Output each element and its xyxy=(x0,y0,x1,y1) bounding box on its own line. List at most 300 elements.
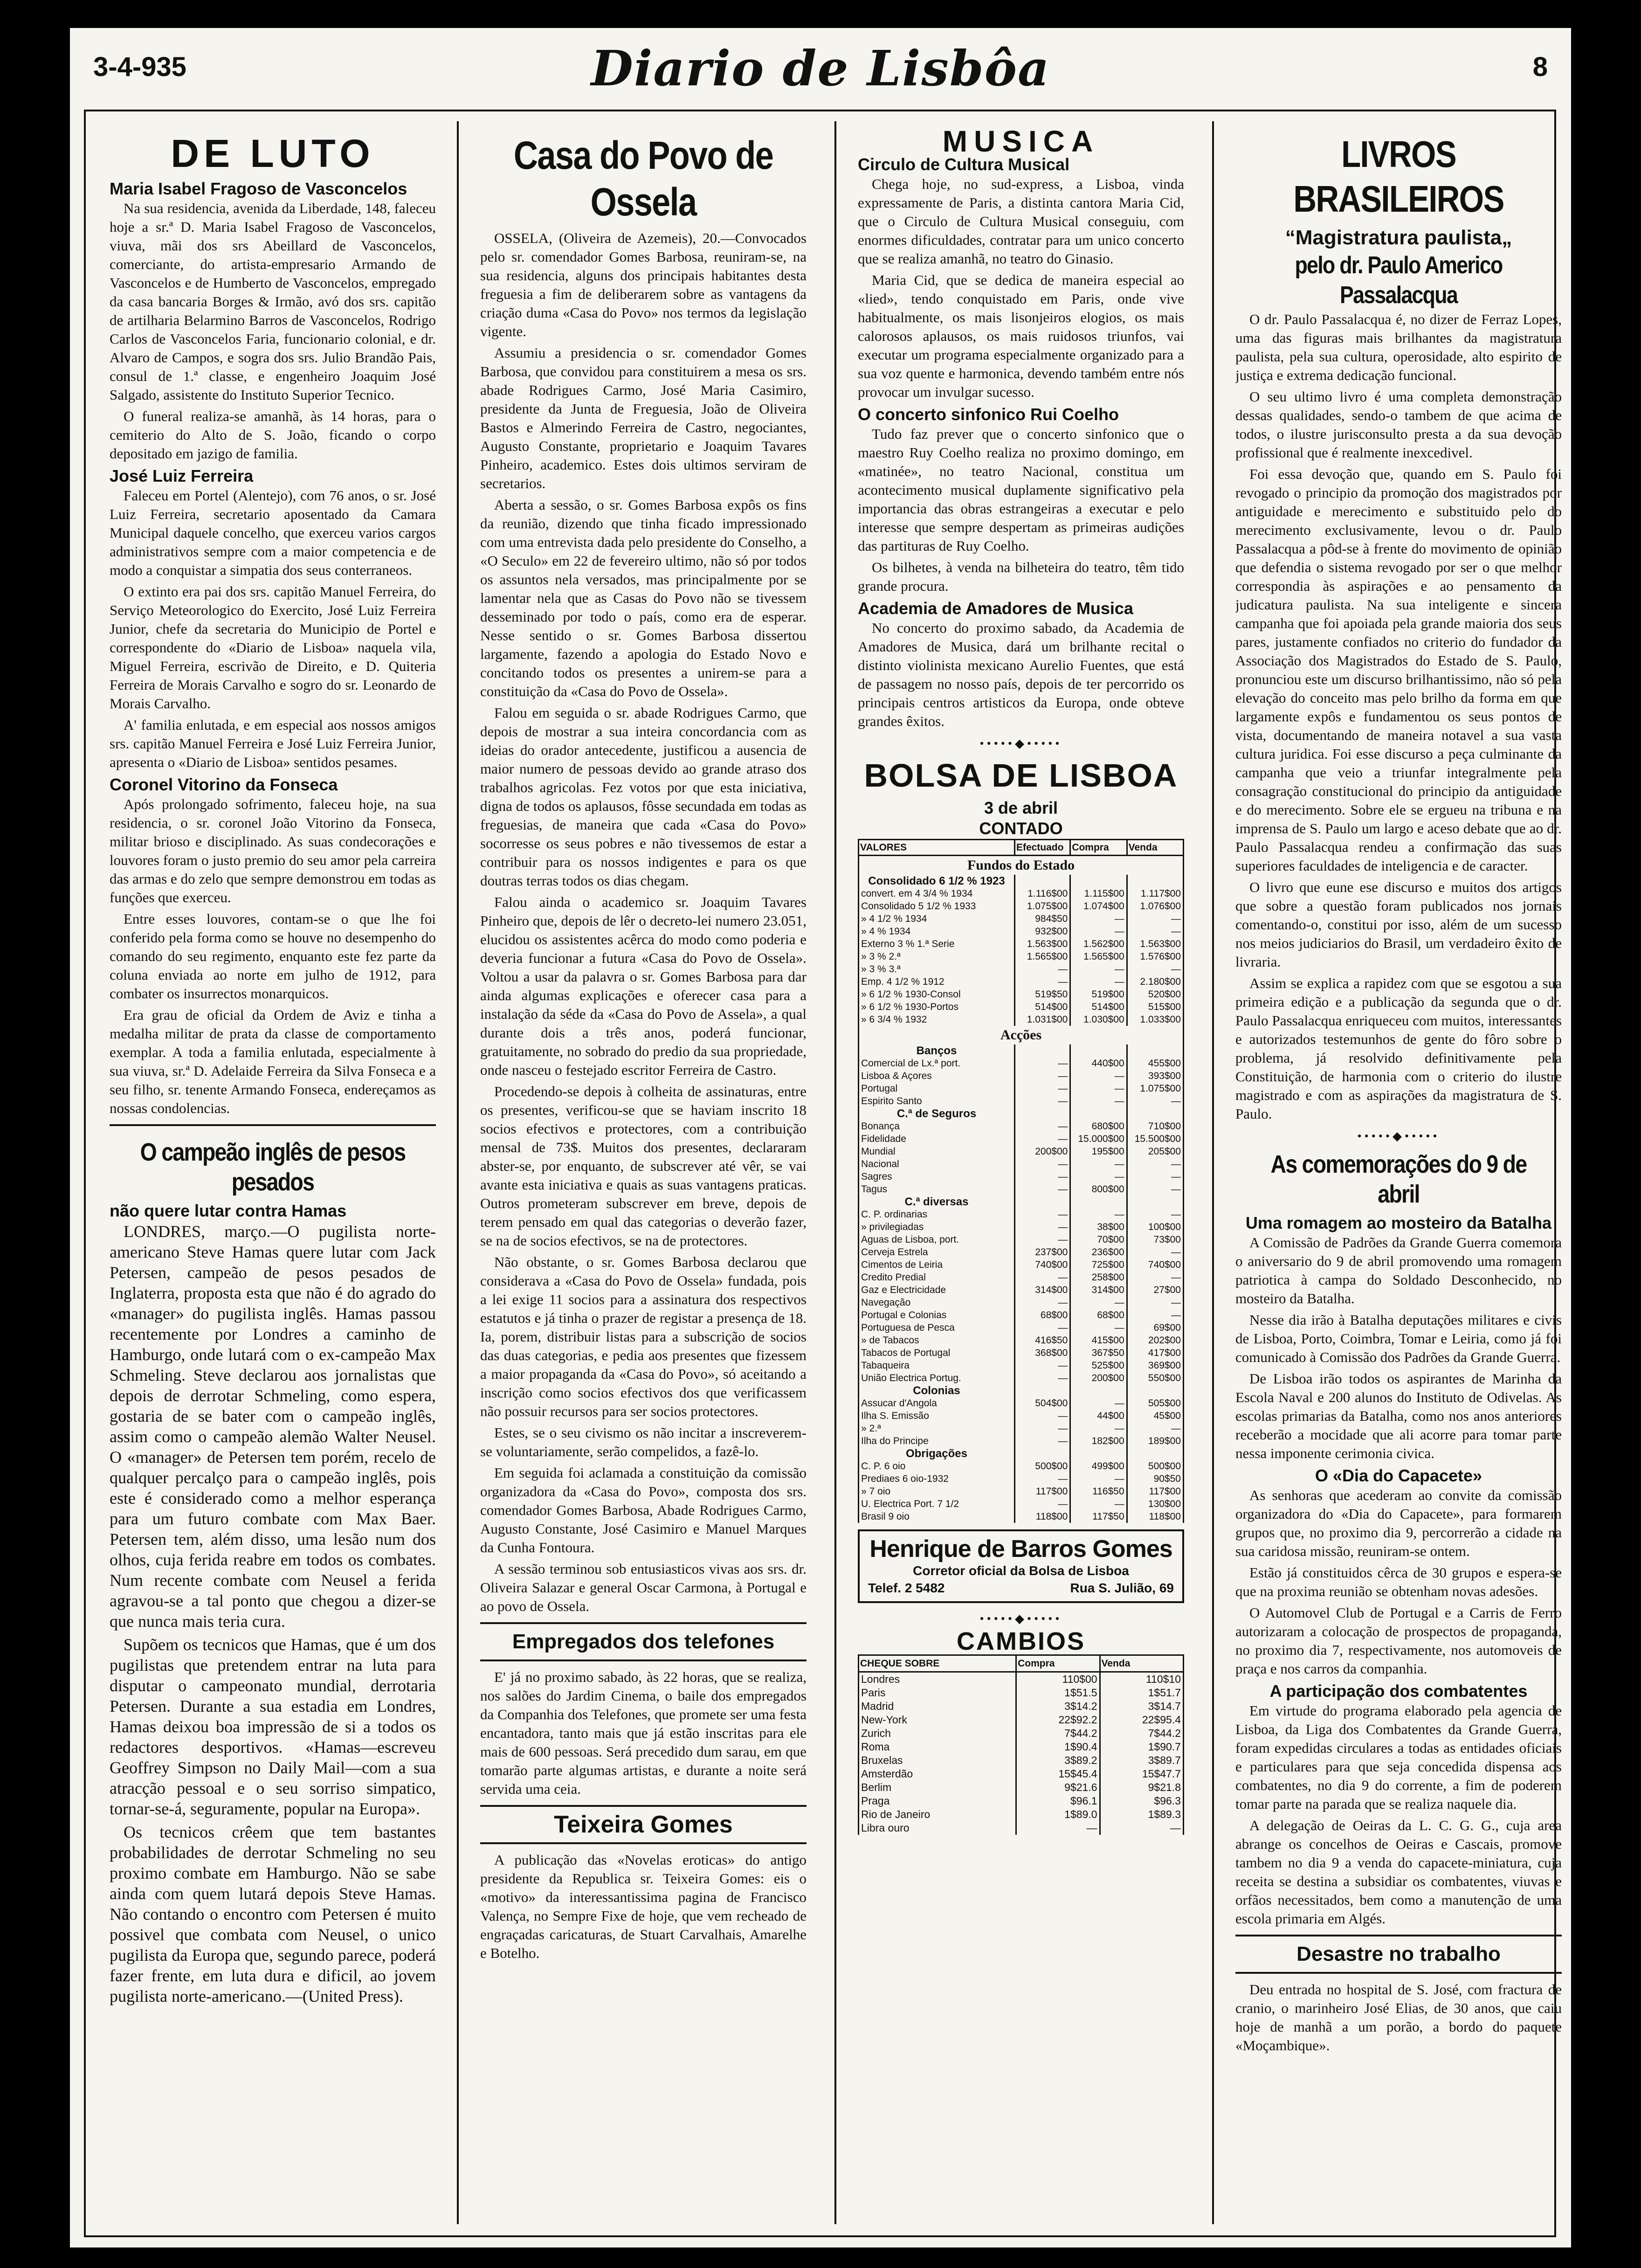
price-cell: — xyxy=(1014,1133,1070,1145)
price-cell: 515$00 xyxy=(1127,1001,1183,1013)
security-name: Fidelidade xyxy=(859,1133,1015,1145)
price-cell: — xyxy=(1070,1296,1127,1309)
currency-city: Berlim xyxy=(859,1781,1016,1794)
security-name: » 2.ª xyxy=(859,1422,1015,1435)
security-name: » 7 oio xyxy=(859,1485,1015,1498)
rate-cell: 9$21.8 xyxy=(1100,1781,1183,1794)
rate-cell: $96.3 xyxy=(1100,1794,1183,1808)
price-cell: — xyxy=(1127,1296,1183,1309)
price-cell: — xyxy=(1070,925,1127,938)
price-cell: 416$50 xyxy=(1014,1334,1070,1347)
rate-cell: 1$89.3 xyxy=(1100,1808,1183,1821)
price-cell: — xyxy=(1070,1422,1127,1435)
price-cell: — xyxy=(1127,1158,1183,1170)
price-cell: — xyxy=(1070,1473,1127,1485)
rate-cell: 22$95.4 xyxy=(1100,1713,1183,1727)
price-cell: 195$00 xyxy=(1070,1145,1127,1158)
table-row xyxy=(859,1196,1184,1208)
paragraph: Após prolongado sofrimento, faleceu hoje, na sua residencia, o sr. coronel João Vitorino da Fonseca, militar brioso e disciplinado. As suas condecorações e louvores foram o justo premio do seu amor pela carreira das armas e do zelo que sempre demonstrou em todas as funções que exerceu. xyxy=(110,796,436,906)
paragraph: Falou em seguida o sr. abade Rodrigues Carmo, que depois de mostrar a sua inteira concordancia com as ideias do orador antecedente, justificou a ausencia de maior numero de pessoas devido ao grande atraso dos trabalhos agricolas. Fez votos por que esta iniciativa, digna de todos os aplausos, fôsse secundada em todas as freguesias, de maneira que cada «Casa do Povo» socorresse os seus pobres e não tivessemos de estar a contribuir para os nossos indigentes e para os que doutras terras todos os dias chegam. xyxy=(480,705,807,889)
table-row xyxy=(859,1473,1184,1485)
price-cell: 73$00 xyxy=(1127,1233,1183,1246)
price-cell: — xyxy=(1014,1372,1070,1384)
price-cell: 200$00 xyxy=(1014,1145,1070,1158)
rate-cell: 15$45.4 xyxy=(1016,1767,1100,1781)
boxing-headline: O campeão inglês de pesos pesados xyxy=(140,1138,406,1196)
price-cell: — xyxy=(1014,1271,1070,1284)
paragraph: Assim se explica a rapidez com que se esgotou a sua primeira edição e a publicação da segunda que o dr. Paulo Passalacqua enriqueceu com muitos, interessantes e autorizados testemunhos de gente do fôro sobre o problema, já resolvido definitivamente pela Constituição, de harmonia com o criterio do ilustre magistrado e com as aspirações da magistratura de S. Paulo. xyxy=(1235,975,1562,1122)
price-cell xyxy=(1127,1447,1183,1460)
security-name: Sagres xyxy=(859,1170,1015,1183)
price-cell: 117$00 xyxy=(1014,1485,1070,1498)
price-cell: — xyxy=(1070,913,1127,925)
price-cell: — xyxy=(1127,1183,1183,1196)
column-header: Venda xyxy=(1100,1655,1183,1672)
table-row xyxy=(859,1727,1184,1740)
price-cell: — xyxy=(1014,1158,1070,1170)
price-cell: 117$00 xyxy=(1127,1485,1183,1498)
security-name: Credito Predial xyxy=(859,1271,1015,1284)
rate-cell: $96.1 xyxy=(1016,1794,1100,1808)
price-cell: 367$50 xyxy=(1070,1347,1127,1359)
section-title: Fundos do Estado xyxy=(859,856,1184,875)
price-cell: — xyxy=(1127,1095,1183,1107)
price-cell: 117$50 xyxy=(1070,1510,1127,1523)
price-cell: — xyxy=(1014,1082,1070,1095)
price-cell: 1.031$00 xyxy=(1014,1013,1070,1026)
paragraph: Faleceu em Portel (Alentejo), com 76 anos, o sr. José Luiz Ferreira, secretario aposentado da Camara Municipal daquele concelho, que exerceu varios cargos administrativos sempre com a maior competencia e de modo a conquistar a simpatia dos seus conterraneos. xyxy=(110,487,436,578)
security-name: Emp. 4 1/2 % 1912 xyxy=(859,975,1015,988)
price-cell: — xyxy=(1127,925,1183,938)
price-cell: 258$00 xyxy=(1070,1271,1127,1284)
security-name: Externo 3 % 1.ª Serie xyxy=(859,938,1015,950)
rate-cell: 15$47.7 xyxy=(1100,1767,1183,1781)
price-cell: 1.562$00 xyxy=(1070,938,1127,950)
article-divider xyxy=(110,1124,436,1131)
rate-cell: 1$51.5 xyxy=(1016,1686,1100,1700)
price-cell: — xyxy=(1070,1208,1127,1221)
bolsa-table xyxy=(858,839,1184,1523)
masthead xyxy=(70,28,1571,103)
combatentes-subhead: A participação dos combatentes xyxy=(1269,1681,1528,1701)
table-row xyxy=(859,875,1184,887)
currency-city: Roma xyxy=(859,1740,1016,1754)
security-name: Gaz e Electricidade xyxy=(859,1284,1015,1296)
obituary-name: José Luiz Ferreira xyxy=(110,466,254,485)
cambios-headline: CAMBIOS xyxy=(957,1627,1085,1655)
security-name: Consolidado 6 1/2 % 1923 xyxy=(859,875,1015,887)
price-cell: 393$00 xyxy=(1127,1070,1183,1082)
price-cell: 15.000$00 xyxy=(1070,1133,1127,1145)
price-cell: — xyxy=(1014,1070,1070,1082)
table-row xyxy=(859,1321,1184,1334)
price-cell: 1.563$00 xyxy=(1014,938,1070,950)
price-cell: 1.033$00 xyxy=(1127,1013,1183,1026)
table-row xyxy=(859,1384,1184,1397)
paragraph: O seu ultimo livro é uma completa demonstração dessas qualidades, sendo-o tambem de que acima de todos, o ilustre jurisconsulto presta a da sua devoção profissional que é realmente inexcedivel. xyxy=(1235,388,1562,461)
rate-cell: 3$14.7 xyxy=(1100,1700,1183,1713)
table-row xyxy=(859,1208,1184,1221)
security-name: Portugal e Colonias xyxy=(859,1309,1015,1321)
paragraph: Era grau de oficial da Ordem de Aviz e tinha a medalha militar de prata da classe de comportamento exemplar. A toda a familia enlutada, especialmente à sua viuva, sr.ª D. Adelaide Ferreira da Silva Fonseca e a seu filho, sr. tenente Armando Fonseca, endereçamos as nossas condolencias. xyxy=(110,1007,436,1116)
column-rule xyxy=(457,121,459,2224)
price-cell: 236$00 xyxy=(1070,1246,1127,1258)
security-name: Portuguesa de Pesca xyxy=(859,1321,1015,1334)
security-name: Prediaes 6 oio-1932 xyxy=(859,1473,1015,1485)
price-cell: 68$00 xyxy=(1070,1309,1127,1321)
price-cell: 314$00 xyxy=(1014,1284,1070,1296)
table-row xyxy=(859,1485,1184,1498)
price-cell: — xyxy=(1014,1057,1070,1070)
price-cell: 1.116$00 xyxy=(1014,887,1070,900)
table-row xyxy=(859,1510,1184,1523)
paragraph: Estes, se o seu civismo os não incitar a inscreverem-se voluntariamente, serão compelidos, a fazê-lo. xyxy=(480,1424,807,1459)
table-row xyxy=(859,900,1184,913)
security-name: União Electrica Portug. xyxy=(859,1372,1015,1384)
paragraph: As senhoras que acederam ao convite da comissão organizadora do «Dia do Capacete», para formarem grupos que, no proximo dia 9, percorrerão a cidade na sua caridosa missão, reuniram-se ontem. xyxy=(1235,1487,1562,1559)
security-name: C.ª de Seguros xyxy=(859,1107,1015,1120)
price-cell: — xyxy=(1127,1246,1183,1258)
security-name: » 6 3/4 % 1932 xyxy=(859,1013,1015,1026)
bolsa-headline: BOLSA DE LISBOA xyxy=(864,757,1178,794)
table-row xyxy=(859,1095,1184,1107)
currency-city: Madrid xyxy=(859,1700,1016,1713)
price-cell xyxy=(1070,1044,1127,1057)
capacete-subhead: O «Dia do Capacete» xyxy=(1315,1466,1482,1485)
security-name: Brasil 9 oio xyxy=(859,1510,1015,1523)
paragraph: Em virtude do programa elaborado pela agencia de Lisboa, da Liga dos Combatentes da Grande Guerra, foram expedidas circulares a todas as entidades oficiais e particulares para que seja concedida dispensa aos combatentes, no dia 9 do corrente, a fim de poderem tomar parte na parada que se realiza naquele dia. xyxy=(1235,1702,1562,1812)
price-cell: 118$00 xyxy=(1127,1510,1183,1523)
paragraph: O extinto era pai dos srs. capitão Manuel Ferreira, do Serviço Meteorologico do Exercito, José Luiz Ferreira Junior, chefe da secretaria do Municipio de Portel e correspondente do «Diario de Lisboa» naquela vila, Miguel Ferreira, escrivão de Direito, e D. Quiteria Ferreira de Morais Carvalho e sogro do sr. Leonardo de Morais Carvalho. xyxy=(110,583,436,712)
table-row xyxy=(859,1397,1184,1410)
paragraph: De Lisboa irão todos os aspirantes de Marinha da Escola Naval e 200 alunos do Instituto de Odivelas. As escolas primarias da Batalha, como nos anos anteriores receberão a mocidade que ali acorre para tomar parte nessa imponente cerimonia civica. xyxy=(1235,1370,1562,1461)
paragraph: A Comissão de Padrões da Grande Guerra comemora o aniversario do 9 de abril promovendo uma romagem patriotica à campa do Soldado Desconhecido, no mosteiro da Batalha. xyxy=(1235,1234,1562,1307)
column-header: Venda xyxy=(1127,840,1183,856)
table-row xyxy=(859,1422,1184,1435)
table-row xyxy=(859,975,1184,988)
price-cell: 1.074$00 xyxy=(1070,900,1127,913)
table-row xyxy=(859,1700,1184,1713)
price-cell: 38$00 xyxy=(1070,1221,1127,1233)
price-cell: 800$00 xyxy=(1070,1183,1127,1196)
table-row xyxy=(859,1740,1184,1754)
table-row xyxy=(859,1013,1184,1026)
price-cell xyxy=(1014,1107,1070,1120)
table-row xyxy=(859,1145,1184,1158)
column-header: Compra xyxy=(1016,1655,1100,1672)
page-number: 8 xyxy=(1532,52,1548,82)
paragraph: Supõem os tecnicos que Hamas, que é um dos pugilistas que pretendem entrar na luta para disputar o campeonato mundial, derrotaria Petersen. Durante a sua estadia em Londres, Hamas deixou boa impressão de si a todos os redactores desportivos. «Hamas—escreveu Geoffrey Simpson no Daily Mail—com a sua atracção pessoal e o seu sorriso simpatico, tornar-se-á, seguramente, popular na Europa». xyxy=(110,1635,436,1818)
advert-name: Henrique de Barros Gomes xyxy=(869,1535,1172,1563)
price-cell: 237$00 xyxy=(1014,1246,1070,1258)
price-cell: — xyxy=(1014,1422,1070,1435)
price-cell xyxy=(1070,875,1127,887)
price-cell xyxy=(1070,1384,1127,1397)
price-cell: — xyxy=(1014,1473,1070,1485)
price-cell xyxy=(1014,1044,1070,1057)
price-cell: 118$00 xyxy=(1014,1510,1070,1523)
table-row xyxy=(859,1410,1184,1422)
price-cell: — xyxy=(1127,963,1183,975)
security-name: » 6 1/2 % 1930-Consol xyxy=(859,988,1015,1001)
paragraph: Aberta a sessão, o sr. Gomes Barbosa expôs os fins da reunião, dizendo que tinha ficado impressionado com uma entrevista dada pelo presidente do Conselho, a «O Seculo» em 22 de fevereiro ultimo, não só por todos os assuntos nela versados, mas principalmente por se lamentar nela que as Casas do Povo não se tivessem desseminado por todo o país, como era de esperar. Nesse sentido o sr. Gomes Barbosa dissertou largamente, fazendo a apologia do Estado Novo e concitando todos os presentes a unirem-se para a constituição da «Casa do Povo de Ossela». xyxy=(480,497,807,699)
table-row xyxy=(859,1001,1184,1013)
table-row xyxy=(859,1808,1184,1821)
price-cell: 1.115$00 xyxy=(1070,887,1127,900)
price-cell: 680$00 xyxy=(1070,1120,1127,1133)
table-row xyxy=(859,1781,1184,1794)
table-section-header xyxy=(859,856,1184,875)
table-row xyxy=(859,1754,1184,1767)
price-cell: 1.030$00 xyxy=(1070,1013,1127,1026)
price-cell: — xyxy=(1070,975,1127,988)
rate-cell: 3$14.2 xyxy=(1016,1700,1100,1713)
rate-cell: 1$90.7 xyxy=(1100,1740,1183,1754)
price-cell: 415$00 xyxy=(1070,1334,1127,1347)
table-row xyxy=(859,1120,1184,1133)
price-cell: — xyxy=(1127,1271,1183,1284)
telefones-box xyxy=(480,1622,807,1661)
price-cell: — xyxy=(1014,963,1070,975)
price-cell xyxy=(1014,1196,1070,1208)
paragraph: Não obstante, o sr. Gomes Barbosa declarou que considerava a «Casa do Povo de Ossela» fundada, pois a lei exige 11 socios para a assinatura dos respectivos estatutos e já tinha o prazer de registar a presença de 18. Ia, porem, distribuir listas para a subscrição de socios das duas categorias, e pedia aos presentes que fizessem a maior propaganda da «Casa do Povo», só aceitando a inscrição como socios efectivos dos que verificassem não possuir recursos para ser socios protectores. xyxy=(480,1254,807,1419)
paragraph: Chega hoje, no sud-express, a Lisboa, vinda expressamente de Paris, a distinta cantora Maria Cid, que o Circulo de Cultura Musical conseguiu, com enormes dificuldades, contratar para um unico concerto que se realiza amanhã, no teatro do Ginasio. xyxy=(858,176,1184,267)
table-row xyxy=(859,1767,1184,1781)
price-cell: — xyxy=(1127,1170,1183,1183)
security-name: Tabacos de Portugal xyxy=(859,1347,1015,1359)
security-name: » 6 1/2 % 1930-Portos xyxy=(859,1001,1015,1013)
rate-cell: — xyxy=(1016,1821,1100,1835)
currency-city: Bruxelas xyxy=(859,1754,1016,1767)
rate-cell: 3$89.2 xyxy=(1016,1754,1100,1767)
price-cell: 500$00 xyxy=(1014,1460,1070,1473)
price-cell: 519$00 xyxy=(1070,988,1127,1001)
price-cell: — xyxy=(1014,1359,1070,1372)
paragraph: Foi essa devoção que, quando em S. Paulo foi revogado o principio da promoção dos magistrados por antiguidade e merecimento e substituido pelo do merecimento exclusivamente, levou o dr. Paulo Passalacqua a pôd-se à frente do movimento de opinião que defendia o sistema revogado por ser o que melhor correspondia às aspirações e ao pensamento da judicatura paulista. Na sua inteligente e sincera campanha que foi apoiada pela grande maioria dos seus pares, justamente confiados no criterio do fundador da Associação dos Magistrados do Estado de S. Paulo, pronunciou este um discurso brilhantissimo, não só pela elevação do conceito mas pelo brilho da forma em que largamente expôs e fundamentou os seus pontos de vista, documentando de maneira notavel a sua vasta cultura juridica. Foi esse discurso a peça culminante da campanha que veio a triunfar integralmente pela consagração constitucional do principio da antiguidade e do merecimento. Sobre ele se ergueu na tribuna e na imprensa de S. Paulo um largo e aceso debate que ao dr. Paulo Passalacqua rendeu a confirmação das suas superiores faculdades de inteligencia e de caracter. xyxy=(1235,466,1562,874)
column-header: Compra xyxy=(1070,840,1127,856)
security-name: convert. em 4 3/4 % 1934 xyxy=(859,887,1015,900)
price-cell: 200$00 xyxy=(1070,1372,1127,1384)
price-cell: 369$00 xyxy=(1127,1359,1183,1372)
currency-city: Praga xyxy=(859,1794,1016,1808)
divider-ornament: •••••◆••••• xyxy=(979,737,1062,750)
price-cell: — xyxy=(1127,1422,1183,1435)
price-cell: — xyxy=(1070,1170,1127,1183)
paragraph: Deu entrada no hospital de S. José, com fractura de cranio, o marinheiro José Elias, de 30 anos, que caiu hoje de manhã a um porão, a bordo do paquete «Moçambique». xyxy=(1235,1981,1562,2054)
price-cell: — xyxy=(1014,1183,1070,1196)
musica-subhead: Circulo de Cultura Musical xyxy=(858,155,1070,174)
price-cell: 1.576$00 xyxy=(1127,950,1183,963)
table-row xyxy=(859,1498,1184,1510)
price-cell: 525$00 xyxy=(1070,1359,1127,1372)
security-name: » 4 1/2 % 1934 xyxy=(859,913,1015,925)
paragraph: A delegação de Oeiras da L. C. G. G., cuja area abrange os concelhos de Oeiras e Cascais, promove tambem no dia 9 a venda do capacete-miniatura, cuja receita se destina a subsidiar os combatentes, viuvas e orfãos necessitados, bem como a manutenção de uma escola primaria em Algés. xyxy=(1235,1817,1562,1927)
security-name: C.ª diversas xyxy=(859,1196,1015,1208)
price-cell: 1.075$00 xyxy=(1127,1082,1183,1095)
abril-headline: As comemorações do 9 de abril xyxy=(1270,1150,1527,1208)
currency-city: Libra ouro xyxy=(859,1821,1016,1835)
security-name: Tabaqueira xyxy=(859,1359,1015,1372)
price-cell: 504$00 xyxy=(1014,1397,1070,1410)
price-cell: 725$00 xyxy=(1070,1258,1127,1271)
table-row xyxy=(859,1057,1184,1070)
price-cell: — xyxy=(1014,1233,1070,1246)
table-row xyxy=(859,1107,1184,1120)
paragraph: Tudo faz prever que o concerto sinfonico que o maestro Ruy Coelho realiza no proximo domingo, em «matinée», no teatro Nacional, constitua um acontecimento musical duplamente significativo pela importancia das obras estrangeiras a executar e pelo interesse que sempre despertam as primeiras audições das partituras de Ruy Coelho. xyxy=(858,426,1184,554)
table-row xyxy=(859,1158,1184,1170)
price-cell xyxy=(1070,1447,1127,1460)
teixeira-headline: Teixeira Gomes xyxy=(554,1811,733,1838)
price-cell: 514$00 xyxy=(1014,1001,1070,1013)
price-cell: — xyxy=(1014,975,1070,988)
security-name: C. P. 6 oio xyxy=(859,1460,1015,1473)
table-row xyxy=(859,1347,1184,1359)
obituary-name: Maria Isabel Fragoso de Vasconcelos xyxy=(110,179,407,198)
table-row xyxy=(859,1271,1184,1284)
table-row xyxy=(859,1713,1184,1727)
paragraph: A' familia enlutada, e em especial aos nossos amigos srs. capitão Manuel Ferreira e José Luiz Ferreira Junior, apresenta o «Diario de Lisboa» sentidos pesames. xyxy=(110,717,436,770)
price-cell: — xyxy=(1014,1170,1070,1183)
security-name: » 3 % 2.ª xyxy=(859,950,1015,963)
price-cell: 44$00 xyxy=(1070,1410,1127,1422)
price-cell: 314$00 xyxy=(1070,1284,1127,1296)
currency-city: Paris xyxy=(859,1686,1016,1700)
price-cell: — xyxy=(1127,1208,1183,1221)
price-cell xyxy=(1070,1196,1127,1208)
security-name: Obrigações xyxy=(859,1447,1015,1460)
price-cell xyxy=(1014,1447,1070,1460)
price-cell: 740$00 xyxy=(1127,1258,1183,1271)
column-header: CHEQUE SOBRE xyxy=(859,1655,1016,1672)
paragraph: Falou ainda o academico sr. Joaquim Tavares Pinheiro que, depois de lêr o decreto-lei numero 23.051, elucidou os assistentes acêrca do modo como poderia e deveria funcionar a futura «Casa do Povo de Ossela». Voltou a usar da palavra o sr. Gomes Barbosa para dar ainda algumas explicações e oferecer casa para a instalação da séde da «Casa do Povo de Assela», a qual durante dois a três anos, poderá funcionar, gratuitamente, no sobrado do predio da sua propriedade, onde nasceu o festejado escritor Ferreira de Castro. xyxy=(480,894,807,1078)
table-row xyxy=(859,1044,1184,1057)
teixeira-box xyxy=(480,1805,807,1844)
table-row xyxy=(859,1334,1184,1347)
paragraph: Entre esses louvores, contam-se o que lhe foi conferido pela forma como se houve no desempenho do comando do seu regimento, enquanto este fez parte da coluna enviada ao norte em julho de 1912, para combater os insurrectos monarquicos. xyxy=(110,911,436,1002)
price-cell: — xyxy=(1070,1070,1127,1082)
price-cell: 455$00 xyxy=(1127,1057,1183,1070)
price-cell: 514$00 xyxy=(1070,1001,1127,1013)
bolsa-type: CONTADO xyxy=(979,819,1063,838)
security-name: Cerveja Estrela xyxy=(859,1246,1015,1258)
security-name: Portugal xyxy=(859,1082,1015,1095)
security-name: Tagus xyxy=(859,1183,1015,1196)
column-2 xyxy=(480,128,807,2217)
price-cell: — xyxy=(1014,1321,1070,1334)
coelho-subhead: O concerto sinfonico Rui Coelho xyxy=(858,405,1119,424)
rate-cell: 1$51.7 xyxy=(1100,1686,1183,1700)
price-cell: 205$00 xyxy=(1127,1145,1183,1158)
livros-byline: pelo dr. Paulo Americo Passalacqua xyxy=(1295,252,1503,309)
price-cell: 100$00 xyxy=(1127,1221,1183,1233)
rate-cell: 110$00 xyxy=(1016,1672,1100,1687)
security-name: Ilha do Principe xyxy=(859,1435,1015,1447)
price-cell: 68$00 xyxy=(1014,1309,1070,1321)
newspaper-title: Diario de Lisbôa xyxy=(591,40,1050,97)
table-row xyxy=(859,1686,1184,1700)
headline-de-luto: DE LUTO xyxy=(171,131,375,175)
price-cell: — xyxy=(1070,1321,1127,1334)
price-cell: — xyxy=(1014,1221,1070,1233)
price-cell: — xyxy=(1014,1410,1070,1422)
rate-cell: 7$44.2 xyxy=(1100,1727,1183,1740)
price-cell: — xyxy=(1127,913,1183,925)
price-cell: 189$00 xyxy=(1127,1435,1183,1447)
security-name: Aguas de Lisboa, port. xyxy=(859,1233,1015,1246)
paragraph: Os bilhetes, à venda na bilheteira do teatro, têm tido grande procura. xyxy=(858,559,1184,594)
price-cell: 2.180$00 xyxy=(1127,975,1183,988)
table-row xyxy=(859,1672,1184,1687)
musica-headline: MUSICA xyxy=(942,128,1100,158)
price-cell: 519$50 xyxy=(1014,988,1070,1001)
price-cell: 500$00 xyxy=(1127,1460,1183,1473)
paragraph: O Automovel Club de Portugal e a Carris de Ferro autorizaram a colocação de prospectos de propaganda, no proximo dia 7, respectivamente, nos automoveis de praça e nos carros da companhia. xyxy=(1235,1604,1562,1677)
currency-city: Amsterdão xyxy=(859,1767,1016,1781)
cambios-table xyxy=(858,1654,1184,1835)
price-cell: 90$50 xyxy=(1127,1473,1183,1485)
table-row xyxy=(859,1372,1184,1384)
price-cell: — xyxy=(1014,1120,1070,1133)
divider-ornament: •••••◆••••• xyxy=(979,1612,1062,1625)
security-name: Colonias xyxy=(859,1384,1015,1397)
table-row xyxy=(859,1296,1184,1309)
table-row xyxy=(859,1082,1184,1095)
table-row xyxy=(859,925,1184,938)
advert-address: Rua S. Julião, 69 xyxy=(1070,1581,1174,1595)
price-cell: — xyxy=(1070,1158,1127,1170)
table-row xyxy=(859,988,1184,1001)
security-name: Consolidado 5 1/2 % 1933 xyxy=(859,900,1015,913)
paragraph: A sessão terminou sob entusiasticos vivas aos srs. dr. Oliveira Salazar e general Oscar Carmona, à Portugal e ao povo de Ossela. xyxy=(480,1561,807,1614)
table-row xyxy=(859,1794,1184,1808)
price-cell: 1.565$00 xyxy=(1014,950,1070,963)
currency-city: New-York xyxy=(859,1713,1016,1727)
security-name: » privilegiadas xyxy=(859,1221,1015,1233)
price-cell: 520$00 xyxy=(1127,988,1183,1001)
rate-cell: — xyxy=(1100,1821,1183,1835)
desastre-headline: Desastre no trabalho xyxy=(1296,1943,1501,1965)
price-cell: 70$00 xyxy=(1070,1233,1127,1246)
table-row xyxy=(859,1284,1184,1296)
security-name: Navegação xyxy=(859,1296,1015,1309)
price-cell: 417$00 xyxy=(1127,1347,1183,1359)
paragraph: Procedendo-se depois à colheita de assinaturas, entre os presentes, verificou-se que se haviam inscrito 18 socios efectivos e protectores, com a contribuição mensal de 73$. Muitos dos presentes, declararam abster-se, por enquanto, de subscrever até vêr, se vai avante esta iniciativa e quais as suas vantagens praticas. Outros prometeram subscrever em breve, depois de terem pensado em qual das categorias o deverão fazer, se na de socios efectivos, se na de protectores. xyxy=(480,1083,807,1249)
price-cell: 15.500$00 xyxy=(1127,1133,1183,1145)
price-cell xyxy=(1127,1044,1183,1057)
price-cell: 550$00 xyxy=(1127,1372,1183,1384)
paragraph: E' já no proximo sabado, às 22 horas, que se realiza, nos salões do Jardim Cinema, o baile dos empregados da Companhia dos Telefones, que promete ser uma festa encantadora, tanto mais que já estão inscritas para ele mais de 600 pessoas. Será precedido dum sarau, em que tomarão parte algumas artistas, e durante a noite será servida uma ceia. xyxy=(480,1669,807,1797)
price-cell: 27$00 xyxy=(1127,1284,1183,1296)
section-title: Acções xyxy=(859,1026,1184,1044)
advert-subtitle: Corretor oficial da Bolsa de Lisboa xyxy=(913,1563,1129,1578)
table-row xyxy=(859,1258,1184,1271)
paragraph: Estão já constituidos cêrca de 30 grupos e espera-se que na proxima reunião se obtenham novas adesões. xyxy=(1235,1564,1562,1599)
table-row xyxy=(859,963,1184,975)
paragraph: Maria Cid, que se dedica de maneira especial ao «lied», tendo conquistado em Paris, onde vive habitualmente, os mais lisonjeiros elogios, os mais calorosos aplausos, os mais ruidosos triunfos, vai executar um programa especialmente organizado para a sua voz quente e harmonica, devendo também entre nós provocar um invulgar sucesso. xyxy=(858,272,1184,400)
paragraph: Em seguida foi aclamada a constituição da comissão organizadora da «Casa do Povo», composta dos srs. comendador Gomes Barbosa, Abade Rodrigues Carmo, Augusto Constante, José Casimiro e Manuel Marques da Cunha Fontoura. xyxy=(480,1465,807,1556)
bolsa-date: 3 de abril xyxy=(984,798,1058,817)
security-name: » 4 % 1934 xyxy=(859,925,1015,938)
paragraph: No concerto do proximo sabado, da Academia de Amadores de Musica, dará um brilhante recital o distinto violinista mexicano Aurelio Fuentes, que está de passagem no nosso país, depois de ter percorrido os principais centros artisticos da Europa, onde obteve grandes êxitos. xyxy=(858,620,1184,729)
security-name: Banços xyxy=(859,1044,1015,1057)
table-row xyxy=(859,938,1184,950)
security-name: Cimentos de Leiria xyxy=(859,1258,1015,1271)
column-header: VALORES xyxy=(859,840,1015,856)
paragraph: LONDRES, março.—O pugilista norte-americano Steve Hamas quere lutar com Jack Petersen, campeão de pesos pesados de Inglaterra, proposta esta que não é do agrado do «manager» do pugilista inglês. Hamas passou recentemente por Londres a caminho de Hamburgo, onde lutará com o ex-campeão Max Schmeling. Steve declarou aos jornalistas que depois de derrotar Schmeling, como espera, gostaria de se bater com o campeão inglês, assim como o campeão alemão Walter Neusel. O «manager» de Petersen tem porém, recelo de qualquer percalço para o campeão inglês, pois este é considerado como a melhor esperança para um futuro combate com Max Baer. Petersen tem, além disso, uma lesão num dos olhos, cuja ferida reabre em todos os combates. Num recente combate com Neusel a ferida agravou-se a tal ponto que chegou a dizer-se que nunca mais teria cura. xyxy=(110,1222,436,1631)
paragraph: OSSELA, (Oliveira de Azemeis), 20.—Convocados pelo sr. comendador Gomes Barbosa, reuniram-se, na sua residencia, alguns dos principais habitantes desta freguesia a fim de deliberarem sobre as vantagens da criação duma «Casa do Povo» nos termos da legislação vigente. xyxy=(480,230,807,339)
column-3 xyxy=(858,128,1184,2217)
livros-headline: LIVROS BRASILEIROS xyxy=(1293,133,1504,220)
